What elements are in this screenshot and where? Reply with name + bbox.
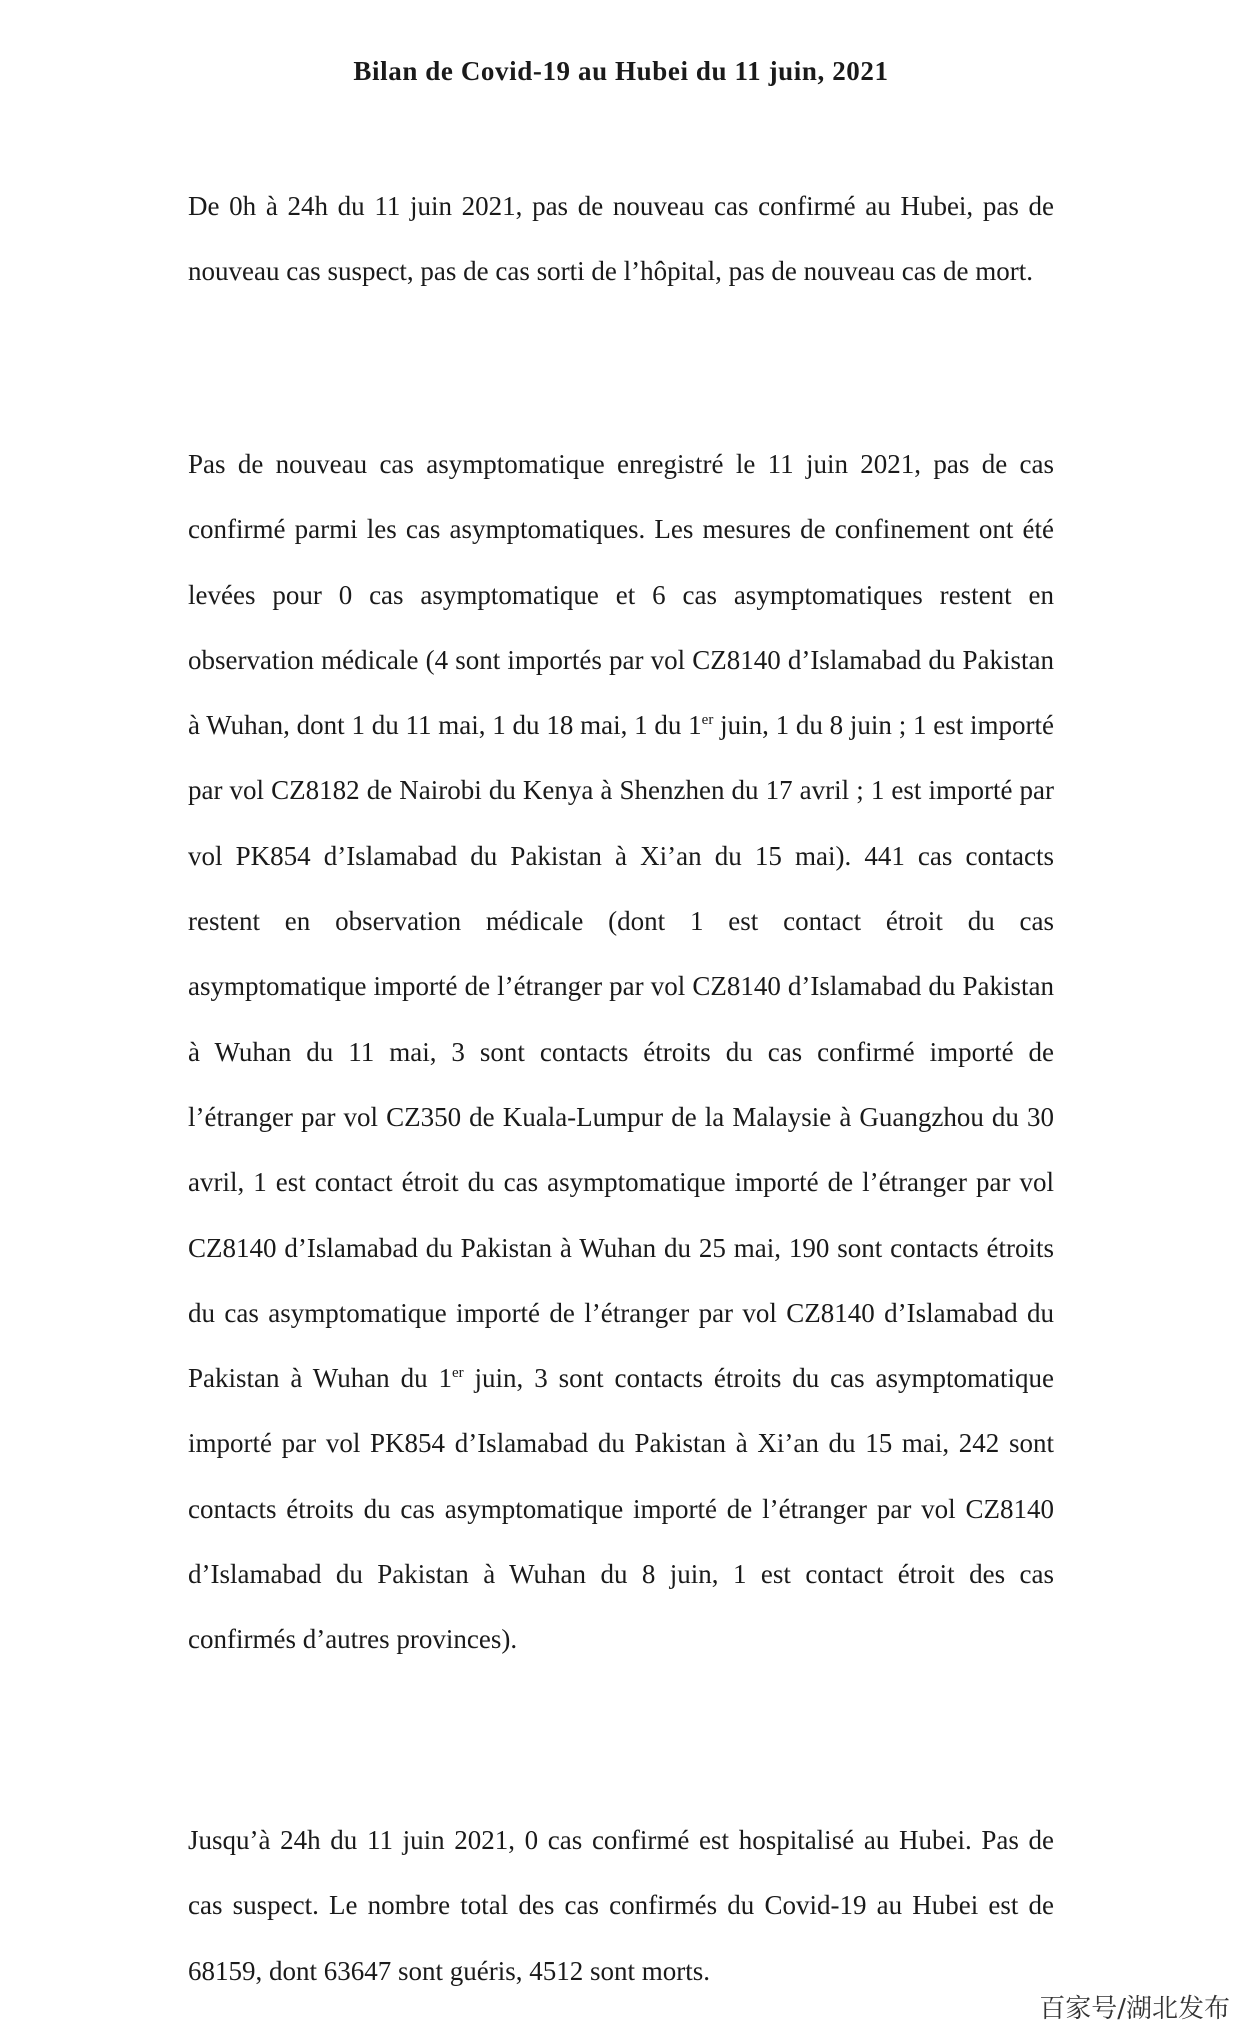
watermark: 百家号/湖北发布 — [1039, 1994, 1230, 2024]
superscript-er: er — [701, 712, 714, 729]
paragraph-asymptomatic — [188, 432, 1054, 1673]
paragraph-asymptomatic-text-3: juin, 3 sont contacts étroits du cas asymptomatique importé par vol PK854 d’Islamabad du Pakistan à Xi’an du 15 mai, 242 sont contacts étroits du cas asymptomatique importé de l’étranger par vol CZ8140 d’Islamabad du Pakistan à Wuhan du 8 juin, 1 est contact étroit des cas confirmés d’autres provinces). — [188, 1363, 1054, 1655]
paragraph-asymptomatic-text-1: Pas de nouveau cas asymptomatique enregistré le 11 juin 2021, pas de cas confirmé parmi les cas asymptomatiques. Les mesures de confinement ont été levées pour 0 cas asymptomatique et 6 cas asymptomatiques restent en observation médicale (4 sont importés par vol CZ8140 d’Islamabad du Pakistan à Wuhan, dont 1 du 11 mai, 1 du 18 mai, 1 du 1 — [188, 449, 1054, 741]
paragraph-asymptomatic-text-2: juin, 1 du 8 juin ; 1 est importé par vol CZ8182 de Nairobi du Kenya à Shenzhen du 17 avril ; 1 est importé par vol PK854 d’Islamabad du Pakistan à Xi’an du 15 mai). 441 cas contacts restent en observation médicale (dont 1 est contact étroit du cas asymptomatique importé de l’étranger par vol CZ8140 d’Islamabad du Pakistan à Wuhan du 11 mai, 3 sont contacts étroits du cas confirmé importé de l’étranger par vol CZ350 de Kuala-Lumpur de la Malaysie à Guangzhou du 30 avril, 1 est contact étroit du cas asymptomatique importé de l’étranger par vol CZ8140 d’Islamabad du Pakistan à Wuhan du 25 mai, 190 sont contacts étroits du cas asymptomatique importé de l’étranger par vol CZ8140 d’Islamabad du Pakistan à Wuhan du 1 — [188, 710, 1054, 1394]
paragraph-totals: Jusqu’à 24h du 11 juin 2021, 0 cas confirmé est hospitalisé au Hubei. Pas de cas suspect. Le nombre total des cas confirmés du Covid-19 au Hubei est de 68159, dont 63647 sont guéris, 4512 sont morts. — [188, 1825, 1054, 1986]
document-title: Bilan de Covid-19 au Hubei du 11 juin, 2021 — [353, 56, 889, 86]
paragraph-summary: De 0h à 24h du 11 juin 2021, pas de nouveau cas confirmé au Hubei, pas de nouveau cas suspect, pas de cas sorti de l’hôpital, pas de nouveau cas de mort. — [188, 191, 1054, 287]
superscript-er: er — [451, 1365, 464, 1382]
